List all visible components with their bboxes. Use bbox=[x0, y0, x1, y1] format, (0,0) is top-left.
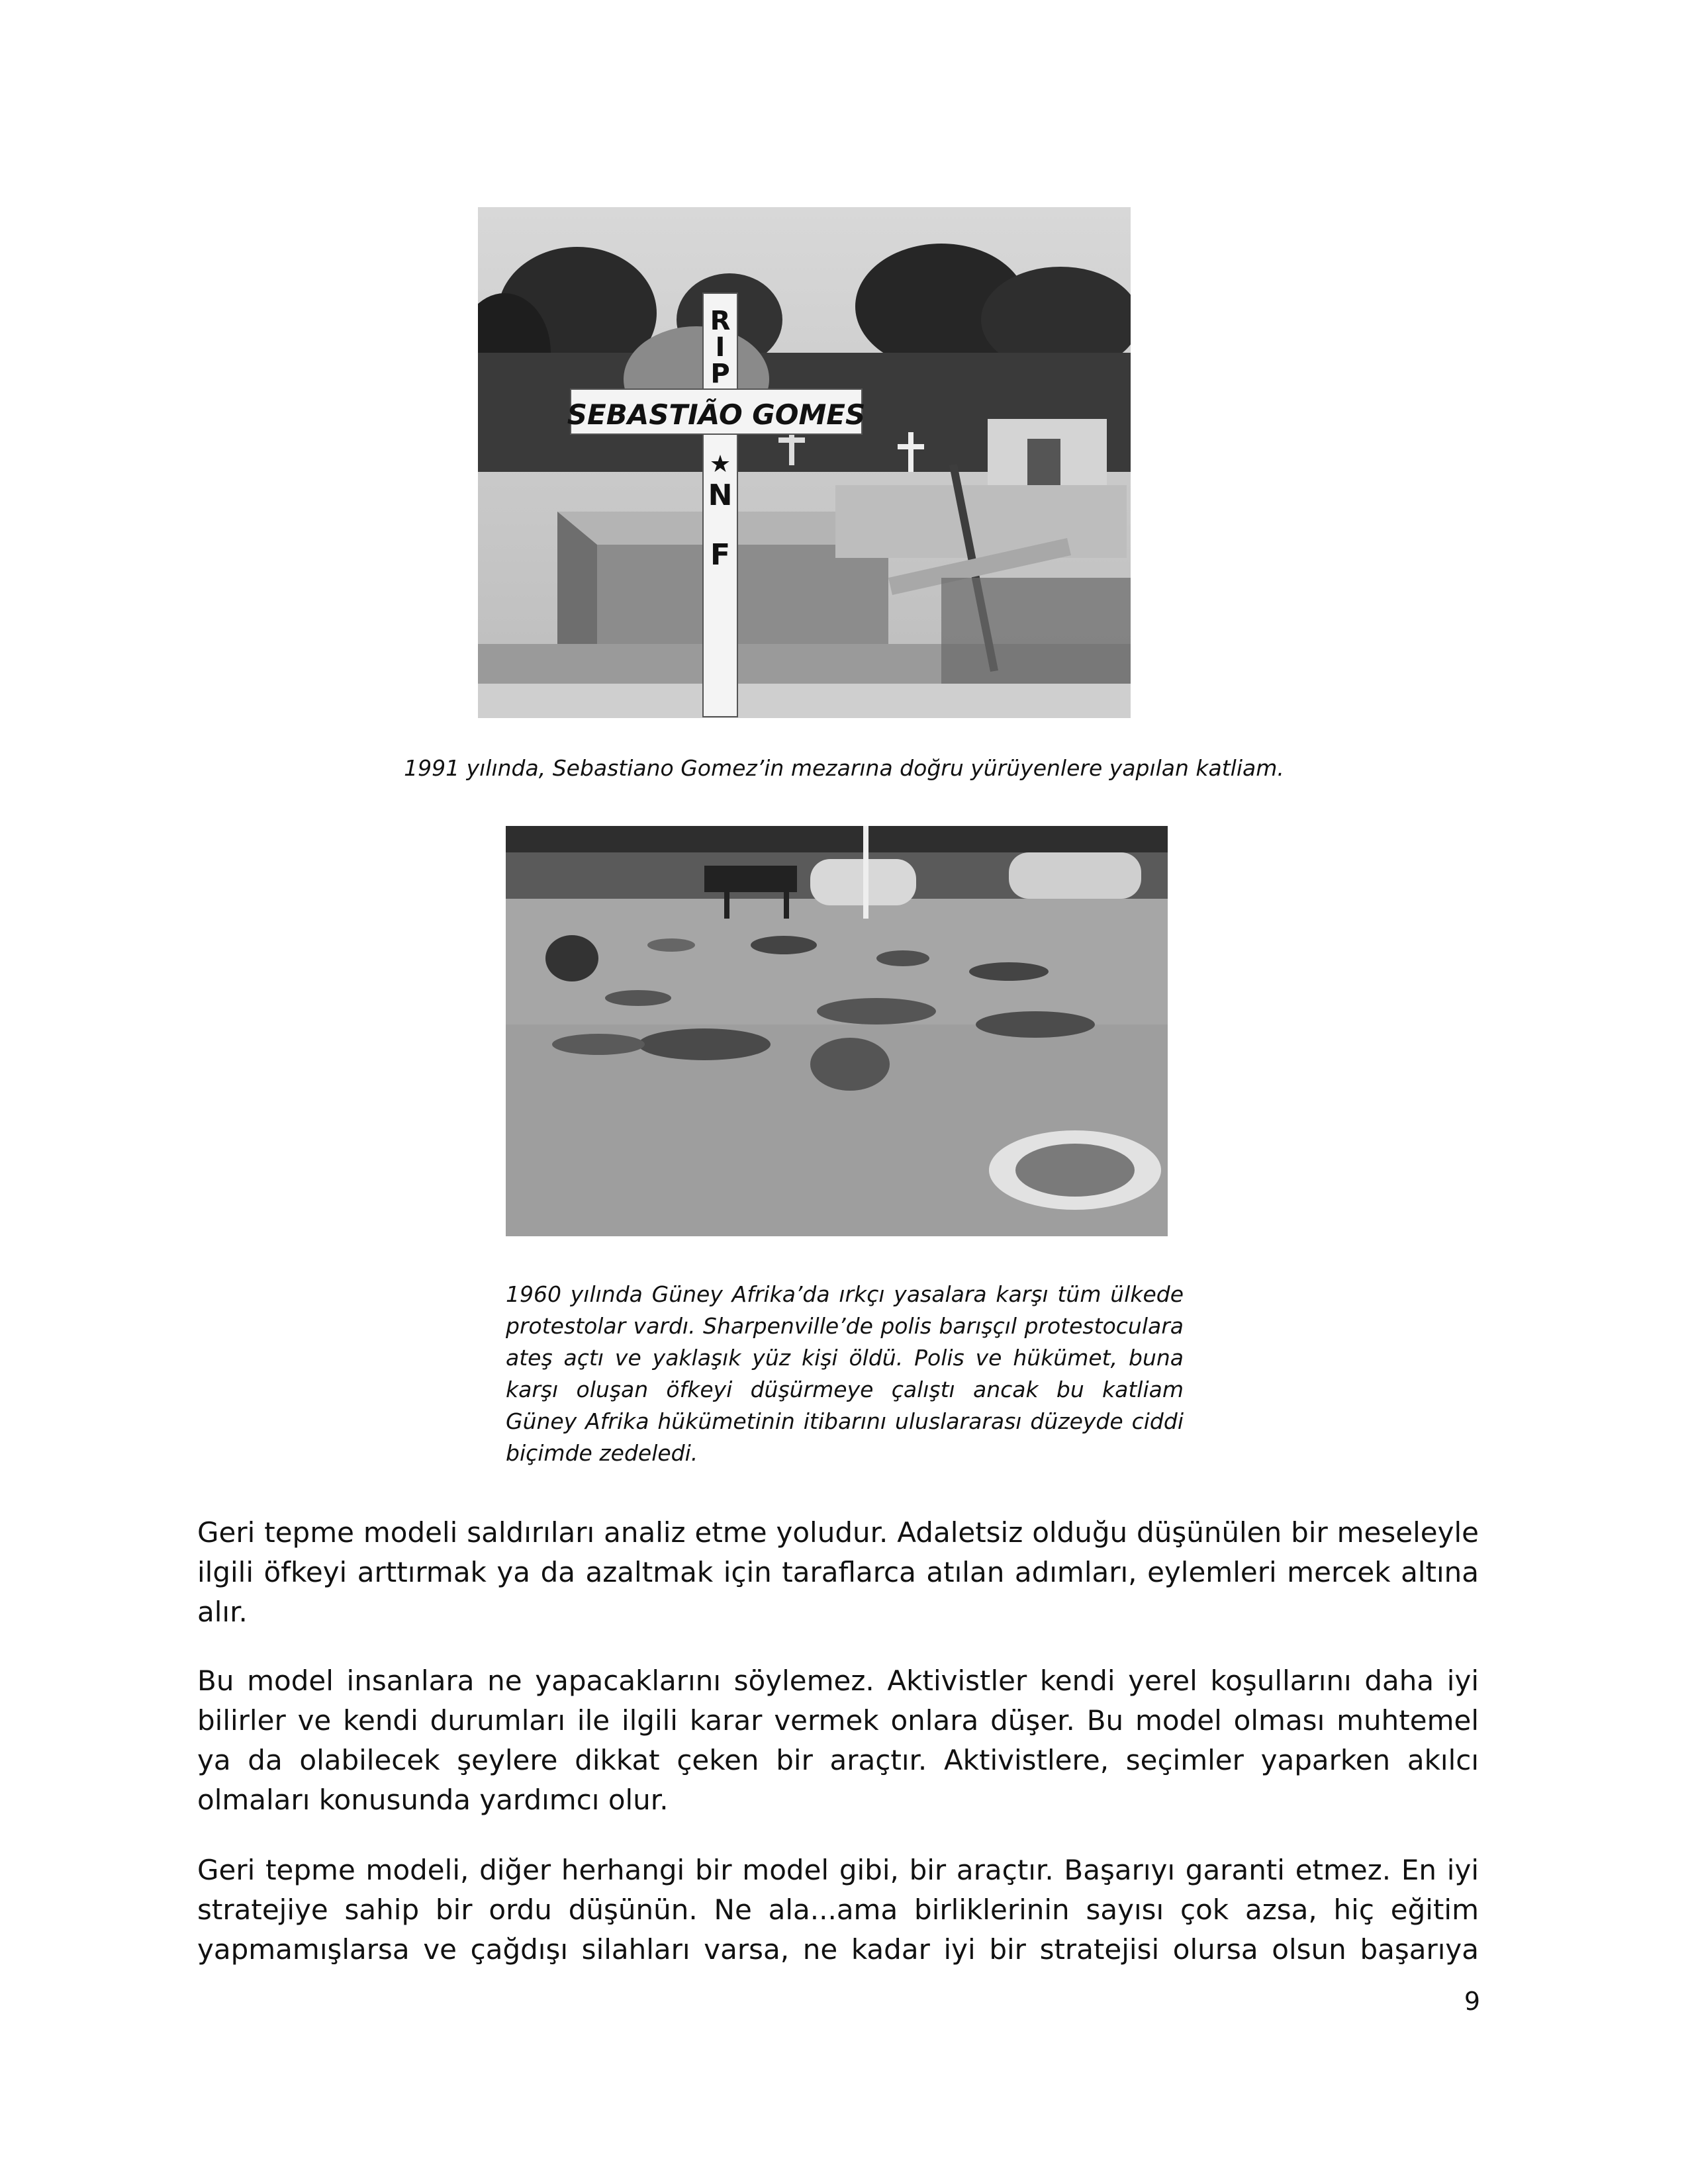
cemetery-cross-photo bbox=[478, 207, 1131, 718]
body-paragraph-2: Bu model insanlara ne yapacaklarını söylemez. Aktivistler kendi yerel koşullarını daha iyi bilirler ve kendi durumları ile ilgili karar vermek onlara düşer. Bu model olması muhtemel ya da olabilecek şeylere dikkat çeken bir araçtır. Aktivistlere, seçimler yaparken akılcı olmaları konusunda yardımcı olur. bbox=[197, 1664, 1479, 1816]
sharpeville-massacre-photo bbox=[506, 826, 1168, 1236]
svg-text:F: F bbox=[710, 538, 731, 572]
figure2-caption: 1960 yılında Güney Afrika’da ırkçı yasalara karşı tüm ülkede protestolar vardı. Sharpenville’de polis barışçıl protestoculara ateş açtı ve yaklaşık yüz kişi öldü. Polis ve hükümet, buna karşı oluşan öfkeyi düşürmeye çalıştı ancak bu katliam Güney Afrika hükümetinin itibarını uluslararası düzeyde ciddi biçimde zedeledi. bbox=[506, 1281, 1184, 1466]
sharpeville-photo-drawing bbox=[506, 826, 1168, 1236]
body-paragraph-1: Geri tepme modeli saldırıları analiz etme yoludur. Adaletsiz olduğu düşünülen bir meseleyle ilgili öfkeyi arttırmak ya da azaltmak için taraflarca atılan adımları, eylemleri mercek altına alır. bbox=[197, 1516, 1479, 1628]
cemetery-photo-drawing bbox=[478, 207, 1131, 718]
cross-name-text: SEBASTIÃO GOMES bbox=[567, 398, 866, 431]
cross-rip-letter-r: R bbox=[710, 306, 731, 336]
figure1-caption: 1991 yılında, Sebastiano Gomez’in mezarına doğru yürüyenlere yapılan katliam. bbox=[404, 755, 1284, 781]
svg-text:N: N bbox=[708, 478, 733, 512]
body-paragraph-3: Geri tepme modeli, diğer herhangi bir model gibi, bir araçtır. Başarıyı garanti etmez. En iyi stratejiye sahip bir ordu düşünün. Ne ala...ama birliklerinin sayısı çok azsa, hiç eğitim yapmamışlarsa ve çağdışı silahları varsa, ne kadar iyi bir stratejisi olursa olsun başarıya bbox=[197, 1854, 1479, 1966]
page-number: 9 bbox=[1464, 1987, 1480, 2016]
svg-text:★: ★ bbox=[709, 451, 731, 478]
cross-rip-letter-i: I bbox=[715, 332, 726, 363]
cross-rip-letter-p: P bbox=[710, 359, 730, 389]
